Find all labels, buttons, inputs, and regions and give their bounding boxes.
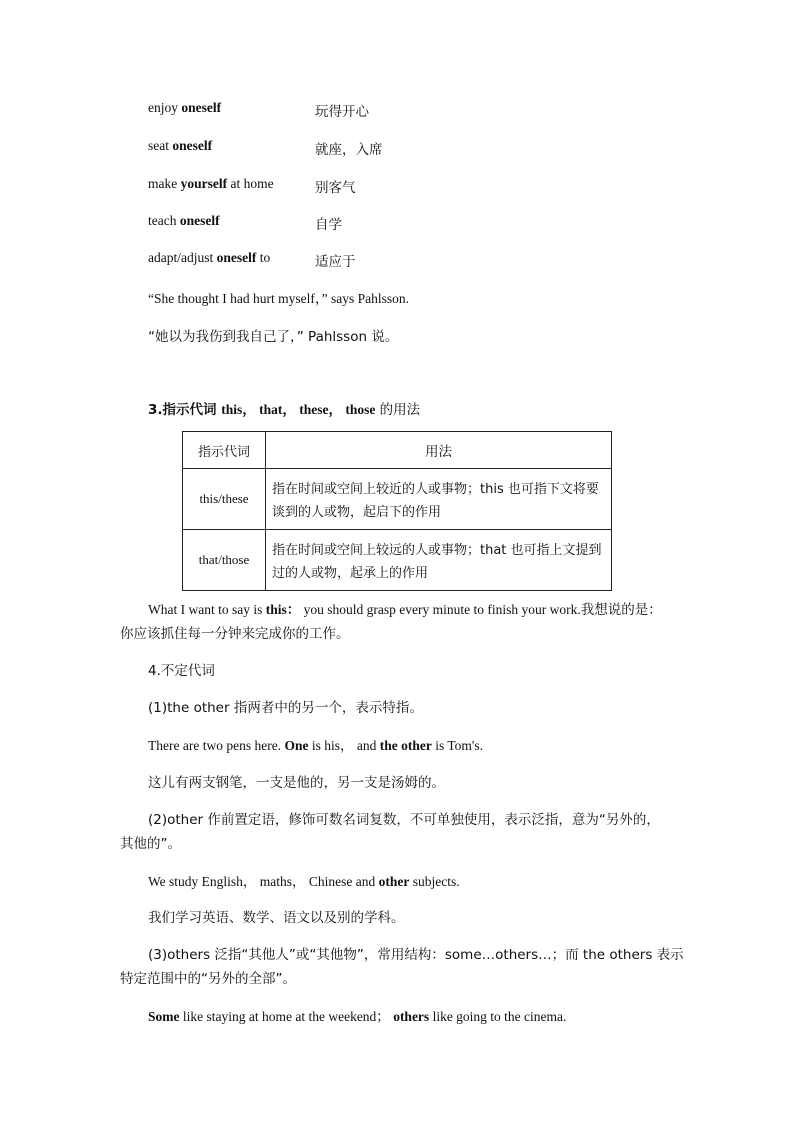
example-3-translation: 我们学习英语、数学、语文以及别的学科。: [148, 910, 405, 926]
rule-2-line-2: 其他的”。: [120, 836, 181, 852]
rule-3-line-2: 特定范围中的“另外的全部”。: [120, 971, 296, 987]
example-4: Some like staying at home at the weekend； others like going to the cinema.: [148, 1009, 567, 1024]
phrase-1: enjoy oneself: [148, 100, 222, 115]
example-1: What I want to say is this： you should grasp every minute to finish your work.我想说的是：: [148, 602, 662, 618]
table-row: [183, 530, 612, 591]
example-2: There are two pens here. One is his， and the other is Tom's.: [148, 738, 483, 753]
section-3-heading: 3.指示代词 this， that， these， those 的用法: [148, 402, 421, 418]
table-header-word: 指示代词: [183, 432, 266, 469]
table-cell-usage: 指在时间或空间上较近的人或事物；this 也可指下文将要谈到的人或物，起启下的作用: [266, 469, 612, 530]
rule-1: (1)the other 指两者中的另一个，表示特指。: [148, 700, 423, 716]
phrase-5: adapt/adjust oneself to: [148, 250, 271, 265]
example-3: We study English， maths， Chinese and other subjects.: [148, 874, 460, 889]
phrase-3: make yourself at home: [148, 176, 274, 191]
phrase-5-meaning: 适应于: [315, 254, 356, 270]
phrase-2: seat oneself: [148, 138, 213, 153]
section-4-heading: 4.不定代词: [148, 663, 215, 679]
phrase-3-meaning: 别客气: [315, 180, 356, 196]
rule-2-line-1: (2)other 作前置定语，修饰可数名词复数，不可单独使用，表示泛指，意为“另外的，: [148, 812, 660, 828]
table-header-usage: 用法: [266, 432, 612, 469]
example-1-translation: 你应该抓住每一分钟来完成你的工作。: [120, 626, 350, 642]
phrase-4-meaning: 自学: [315, 217, 342, 233]
table-cell-usage: 指在时间或空间上较远的人或事物；that 也可指上文提到过的人或物，起承上的作用: [266, 530, 612, 591]
example-2-translation: 这儿有两支钢笔，一支是他的，另一支是汤姆的。: [148, 775, 445, 791]
quote-english: “She thought I had hurt myself，” says Pahlsson.: [148, 291, 409, 306]
phrase-1-meaning: 玩得开心: [315, 104, 369, 120]
table-header-row: [183, 432, 612, 469]
phrase-4: teach oneself: [148, 213, 220, 228]
demonstrative-table: [182, 431, 612, 591]
rule-3-line-1: (3)others 泛指“其他人”或“其他物”，常用结构：some…others…；而 the others 表示: [148, 947, 684, 963]
phrase-2-meaning: 就座，入席: [315, 142, 383, 158]
table-row: [183, 469, 612, 530]
table-cell-word: this/these: [183, 469, 266, 530]
table-cell-word: that/those: [183, 530, 266, 591]
quote-chinese: “她以为我伤到我自己了，” Pahlsson 说。: [148, 329, 399, 345]
